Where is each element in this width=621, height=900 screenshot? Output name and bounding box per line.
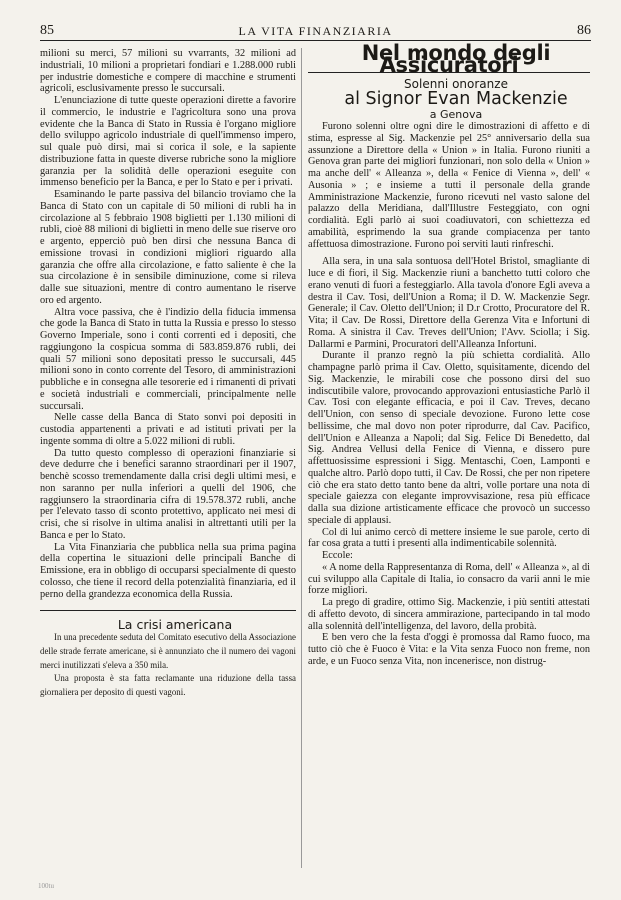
right-paragraph: « A nome della Rappresentanza di Roma, dell' « Alleanza », al di cui sviluppo alla Capitale di Italia, io consacro da varii anni le mie forze migliori. (308, 561, 590, 597)
right-column (308, 41, 590, 668)
left-column (40, 48, 296, 700)
crisis-paragraph: Una proposta è sta fatta reclamante una riduzione della tassa giornaliera per deposito di questi vagoni. (40, 673, 296, 698)
left-paragraph: L'enunciazione di tutte queste operazioni dirette a favorire il commercio, le industrie e l'agricoltura sono una prova evidente che la Banca di Stato in Russia è l'organo migliore dello sviluppo agricolo industriale di quell'immenso impero, sul quale può dirsi, mai si corica il sole, e la sapiente distribuzione fatta in queste diverse rubriche sono la migliore garanzia per la solidità delle operazioni eseguite con immenso beneficio per la Banca, e per lo Stato e per i privati. (40, 95, 296, 189)
crisis-paragraph: In una precedente seduta del Comitato esecutivo della Associazione delle strade ferrate americane, si è annunziato che il numero dei vagoni merci inutilizzati s'eleva a 350 mila. (40, 632, 296, 670)
left-page-number: 85 (40, 23, 54, 38)
right-paragraph: Furono solenni oltre ogni dire le dimostrazioni di affetto e di stima, espresse al Sig. Mackenzie pel 25° anniversario della sua assunzione a Direttore della « Union » in Italia. Furono riuniti a Genova gran parte dei migliori funzionari, non solo della « Union » ma anche dell' « Alleanza », della « Fenice di Vienna », dell' « Ausonia » ; e insieme a tutti il personale della grande Amministrazione Mackenzie, furono ricevuti nel vasto salone del palazzo della Meridiana, dall'Illustre Festeggiato, con ogni cordialità. Egli parlò ai suoi coadiuvatori, con schiettezza ed amabilità, esprimendo la sua grande compiacenza per tanto affettuosa dimostrazione. Furono poi serviti lauti rinfreschi. (308, 121, 590, 250)
left-paragraph: Nelle casse della Banca di Stato sonvi poi depositi in custodia appartenenti a privati e ad istituti privati per la ingente somma di oltre a 5.022 milioni di rubli. (40, 412, 296, 447)
left-paragraph: Esaminando le parte passiva del bilancio troviamo che la Banca di Stato con un capitale di 50 milioni di rubli ha in circolazione al 5 febbraio 1908 biglietti per 1.130 milioni di rubli, cioè 88 milioni di biglietti in meno delle sue riserve oro e argento, epperciò può ben dirsi che nessuna Banca di emissione trovasi in condizioni migliori riguardo alla garanzia che offre alla circolazione, e fatto saliente è che la sua circolazione è in sensibile diminuzione, come si rileva dalle sue situazioni, mentre di contro aumentano le riserve oro ed argento. (40, 189, 296, 306)
right-paragraph: Col di lui animo cercò di mettere insieme le sue parole, certo di far cosa grata a tutti i presenti alla indimenticabile solennità. (308, 526, 590, 550)
column-divider (301, 48, 302, 868)
right-paragraph: Alla sera, in una sala sontuosa dell'Hotel Bristol, smagliante di luce e di fiori, il Sig. Mackenzie riunì a banchetto tutti coloro che erano venuti di fuori a festeggiarlo. Alla tavola d'onore Egli aveva a destra il Cav. Tosi, dell'Union a Roma; il D. W. Mackenzie Segr. Generale; il Cav. Oletto dell'Union; il D.r Crotto, Procuratore del R. Vita; il Cav. De Rossi, Direttore della Gerenza Vita e Infortuni di Roma. A sinistra il Cav. Treves dell'Union; l'Avv. Sciolla; i Sig. Dallarmi e Parmini, Procuratori dell'Alleanza Infortuni. (308, 256, 590, 350)
left-paragraph: La Vita Finanziaria che pubblica nella sua prima pagina della copertina le situazioni delle principali Banche di Emissione, era in obbligo di occuparsi specialmente di questo colosso, che tiene il record della potenzialità finanziaria, ed il perno della grandezza economica della Russia. (40, 541, 296, 600)
right-paragraph: Eccole: (322, 550, 353, 561)
article-subtitle-1: Solenni onoranze (404, 76, 508, 91)
left-paragraph: milioni su merci, 57 milioni su vvarrants, 32 milioni ad industriali, 10 milioni a proprietari fondiari e 1.288.000 rubli per industrie domestiche e compere di macchine e strumenti agricoli, esclusivamente presso le succursali. (40, 48, 296, 95)
footer-mark: 100tu (38, 882, 54, 890)
running-title: LA VITA FINANZIARIA (238, 23, 393, 38)
left-paragraph: Da tutto questo complesso di operazioni finanziarie si deve dedurre che i benefici saranno straordinari per il 1907, benchè scosso tremendamente dalla crisi degli ultimi mesi, e non saranno per nulla inferiori a quelli del 1906, che raggiunsero la straordinaria cifra di 19.578.372 rubli, anche per l'elevato tasso di sconto protettivo, applicato nei mesi di crisi, che si risolve in ultima analisi in altrettanti utili per la Banca e per lo Stato. (40, 447, 296, 541)
right-paragraph: La prego di gradire, ottimo Sig. Mackenzie, i più sentiti attestati di affetto devoto, di sincera ammirazione, partecipando in tal modo alla solennità dell'intelligenza, del lavoro, della probità. (308, 597, 590, 632)
right-paragraph: E ben vero che la festa d'oggi è promossa dal Ramo fuoco, ma tutto ciò che è Fuoco è Vita: e la Vita senza Fuoco non freme, non arde, e un Fuoco senza Vita, non incenerisce, non distrug- (308, 632, 590, 667)
article-title: Nel mondo degli Assicuratori (361, 41, 551, 77)
section-rule (40, 610, 296, 611)
crisis-section-title: La crisi americana (117, 617, 233, 633)
left-paragraph: Altra voce passiva, che è l'indizio della fiducia immensa che gode la Banca di Stato in tutta la Russia e presso lo stesso Governo Imperiale, sono i conti correnti ed i depositi, che raggiungono la cospicua somma di 583.859.876 rubli, dei quali 57 milioni sono depositati presso le succursali, 445 milioni sono in conto corrente del Tesoro, di amministrazioni pubbliche e in consegna alle tesorerie ed i rimanenti di privati e società industriali e commerciali, principalmente nelle succursali. (40, 306, 296, 412)
article-subtitle-2: al Signor Evan Mackenzie (344, 89, 568, 110)
right-page-number: 86 (576, 23, 591, 38)
running-header (40, 22, 591, 41)
article-subtitle-3: a Genova (429, 108, 483, 122)
right-paragraph: Durante il pranzo regnò la più schietta cordialità. Allo champagne parlò prima il Cav. Oletto, squisitamente, dicendo del Sig. Mackenzie, le mirabili cose che possono dirsi del suo indiscutibile valore, provocando approvazioni entusiastiche Parlò il Cav. Tosi con elegante efficacia, e poi il Cav. Treves, decano dell'Union, con senso di speciale devozione. Furono lette cose bellissime, che mal dovo non poter riprodurre, dal Cav. Pacifico, dell'Union e Alleanza a Napoli; dal Sig. Felice Di Benedetto, dal Sig. Andrea Vellusi della Fenice di Vienna, e dissero pure affettuosissime espressioni i Sigg. Mentaschi, Coen, Lamponti e qualche altro. Parlò dopo tutti, il Cav. De Rossi, che per non ripetere ciò che era stato detto tanto bene da altri, volle portare una nota di speciale gaiezza con elegante improvvisazione, resa più efficace dalla sua dizione artisticamente efficace che provocò un successo speciale di applausi. (308, 350, 590, 526)
